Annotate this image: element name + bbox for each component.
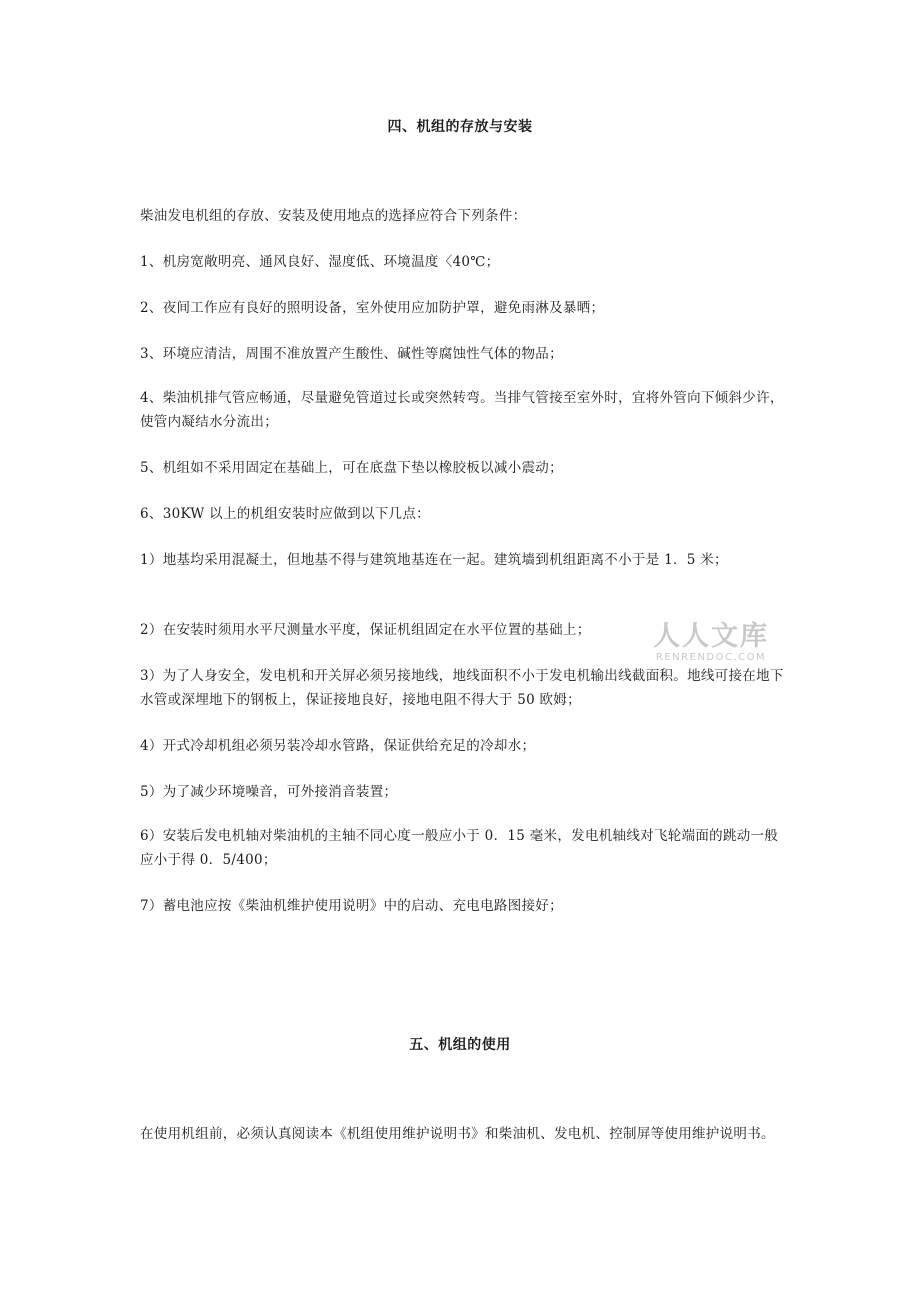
item-6: 6、30KW 以上的机组安装时应做到以下几点： [140,506,430,522]
subitem-5: 5）为了减少环境噪音，可外接消音装置； [140,784,398,800]
section-5-title: 五、机组的使用 [409,1037,511,1053]
section-4-intro: 柴油发电机组的存放、安装及使用地点的选择应符合下列条件： [140,208,527,224]
subitem-1: 1）地基均采用混凝土，但地基不得与建筑地基连在一起。建筑墙到机组距离不小于是 1．5 米； [140,552,728,568]
item-2: 2、夜间工作应有良好的照明设备，室外使用应加防护罩，避免雨淋及暴晒； [140,300,605,316]
subitem-7: 7）蓄电池应按《柴油机维护使用说明》中的启动、充电电路图接好； [140,898,563,914]
subitem-6: 6）安装后发电机轴对柴油机的主轴不同心度一般应小于 0．15 毫米，发电机轴线对飞轮端面的跳动一般应小于得 0．5/400； [140,828,779,868]
section-5-intro: 在使用机组前，必须认真阅读本《机组使用维护说明书》和柴油机、发电机、控制屏等使用维护说明书。 [140,1126,775,1142]
item-4: 4、柴油机排气管应畅通，尽量避免管道过长或突然转弯。当排气管接至室外时，宜将外管向下倾斜少许，使管内凝结水分流出； [140,390,784,430]
section-4-title: 四、机组的存放与安装 [387,119,533,135]
watermark-sub-text: RENRENDOC.COM [655,652,767,663]
watermark-main-text: 人人文库 [653,621,769,652]
subitem-2: 2）在安装时须用水平尺测量水平度，保证机组固定在水平位置的基础上； [140,622,591,638]
subitem-4: 4）开式冷却机组必须另装冷却水管路，保证供给充足的冷却水； [140,738,536,754]
subitem-3: 3）为了人身安全，发电机和开关屏必须另接地线，地线面积不小于发电机输出线截面积。地线可接在地下水管或深埋地下的钢板上，保证接地良好，接地电阻不得大于 50 欧姆； [140,668,784,708]
item-5: 5、机组如不采用固定在基础上，可在底盘下垫以橡胶板以减小震动； [140,460,563,476]
item-1: 1、机房宽敞明亮、通风良好、湿度低、环境温度〈40℃； [140,254,500,270]
item-3: 3、环境应清洁，周围不准放置产生酸性、碱性等腐蚀性气体的物品； [140,346,563,362]
